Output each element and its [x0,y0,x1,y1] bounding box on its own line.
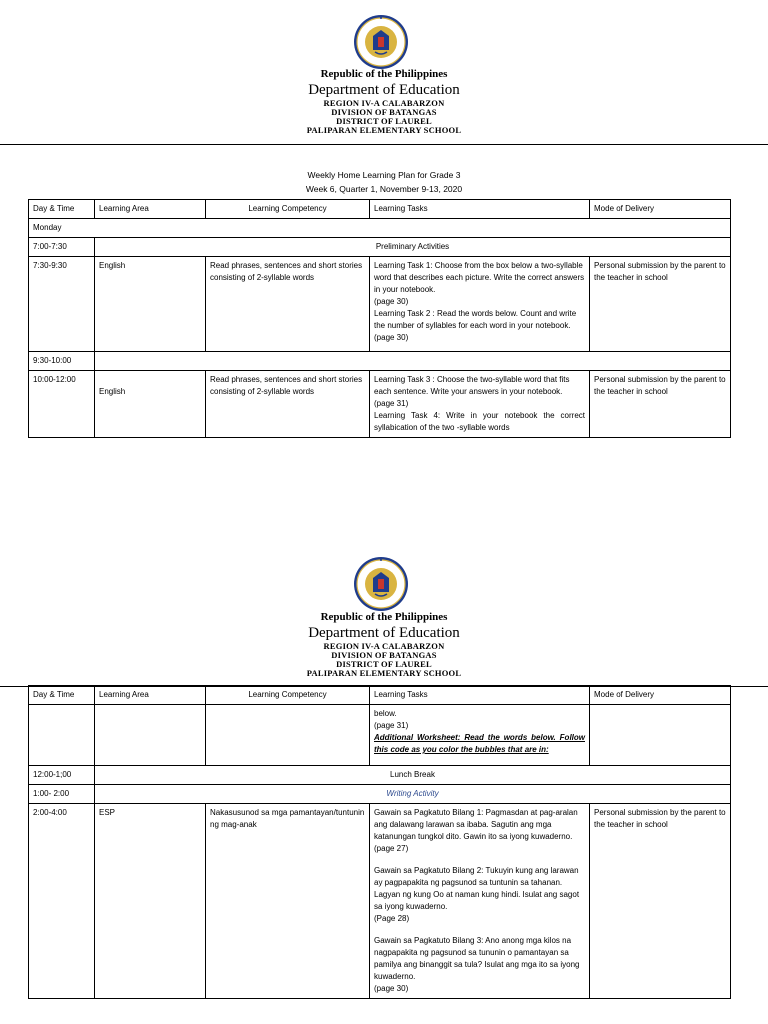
column-header: Learning Area [95,200,206,219]
weekly-plan-table [28,199,731,438]
task-page: (page 30) [374,297,409,306]
time-cell [29,705,95,766]
task-page: (page 30) [374,333,409,342]
weekly-plan-table [28,685,731,999]
learning-tasks-cell [370,371,590,438]
task-page: (page 31) [374,721,409,730]
table-row [29,785,731,804]
department-line: Department of Education [308,625,460,641]
table-row [29,238,731,257]
deped-seal-icon [353,14,409,70]
mode-of-delivery-cell [590,705,731,766]
task-text: Learning Task 1: Choose from the box below a two-syllable word that describes each picture. Write the correct answers in your notebook. [374,261,585,294]
task-text: below. [374,709,397,718]
column-header: Learning Area [95,686,206,705]
learning-tasks-cell [370,705,590,766]
table-row [29,257,731,352]
activity-cell [95,352,731,371]
column-header: Learning Competency [206,686,370,705]
task-page: (page 30) [374,984,409,993]
republic-line: Republic of the Philippines [320,68,448,80]
learning-area-cell [95,705,206,766]
region-line: REGION IV-A CALABARZON [323,98,445,108]
division-line: DIVISION OF BATANGAS [331,650,437,660]
task-text: Learning Task 3 : Choose the two-syllable word that fits each sentence. Write your answers in your notebook. [374,375,570,396]
time-cell: 2:00-4:00 [29,804,95,999]
additional-worksheet-text: Additional Worksheet: Read the words below. Follow this code as you color the bubbles that are in: [374,733,585,754]
competency-cell: Nakasusunod sa mga pamantayan/tuntunin ng mag-anak [206,804,370,999]
district-line: DISTRICT OF LAUREL [336,659,432,669]
task-text: Gawain sa Pagkatuto Bilang 2: Tukuyin kung ang larawan ay pagpapakita ng pagsunod sa tuntunin sa tahanan. Lagyan ng kung Oo at naman kung hindi. Isulat ang sagot sa iyong kuwaderno. [374,866,580,911]
task-page: (page 31) [374,399,409,408]
header-divider [0,144,768,145]
school-line: PALIPARAN ELEMENTARY SCHOOL [306,668,462,678]
task-page: (Page 28) [374,914,410,923]
learning-tasks-cell [370,257,590,352]
column-header: Day & Time [29,200,95,219]
time-cell: 10:00-12:00 [29,371,95,438]
column-header: Mode of Delivery [590,200,731,219]
letterhead [0,611,768,678]
column-header: Day & Time [29,686,95,705]
time-cell: 7:00-7:30 [29,238,95,257]
learning-area-cell: English [95,257,206,352]
table-row [29,705,731,766]
table-row [29,371,731,438]
document-page-2 [0,540,768,1024]
activity-cell: Lunch Break [95,766,731,785]
mode-of-delivery-cell: Personal submission by the parent to the teacher in school [590,257,731,352]
learning-area-cell: ESP [95,804,206,999]
district-line: DISTRICT OF LAUREL [336,116,432,126]
plan-title: Weekly Home Learning Plan for Grade 3 [307,170,461,180]
task-text: Gawain sa Pagkatuto Bilang 3: Ano anong mga kilos na nagpapakita ng pagsunod sa tununin o pamantayan sa pamilya ang binanggit sa tula? Isulat ang mga ito sa iyong kuwaderno. [374,936,580,981]
column-header: Mode of Delivery [590,686,731,705]
school-line: PALIPARAN ELEMENTARY SCHOOL [306,125,462,135]
table-header-row [29,686,731,705]
time-cell: 12:00-1;00 [29,766,95,785]
plan-week: Week 6, Quarter 1, November 9-13, 2020 [305,184,463,194]
mode-of-delivery-cell: Personal submission by the parent to the teacher in school [590,371,731,438]
deped-seal-icon [353,556,409,612]
table-row [29,219,731,238]
table-row [29,804,731,999]
region-line: REGION IV-A CALABARZON [323,641,445,651]
competency-cell: Read phrases, sentences and short stories consisting of 2-syllable words [206,257,370,352]
time-cell: 7:30-9:30 [29,257,95,352]
task-text: Learning Task 4: Write in your notebook the correct syllabication of the two -syllable words [374,411,585,432]
learning-tasks-cell [370,804,590,999]
time-cell: 9:30-10:00 [29,352,95,371]
activity-cell: Writing Activity [95,785,731,804]
column-header: Learning Tasks [370,200,590,219]
time-cell: 1:00- 2:00 [29,785,95,804]
column-header: Learning Competency [206,200,370,219]
competency-cell [206,705,370,766]
column-header: Learning Tasks [370,686,590,705]
task-text: Gawain sa Pagkatuto Bilang 1: Pagmasdan at pag-aralan ang dalawang larawan sa ibaba. Sagutin ang mga katanungan tungkol dito. Gawin ito sa iyong kuwaderno.(page 27) [374,808,578,853]
day-label: Monday [29,219,731,238]
republic-line: Republic of the Philippines [320,611,448,623]
table-row [29,352,731,371]
table-header-row [29,200,731,219]
page-break [0,524,768,540]
learning-area-text: English [99,387,126,396]
learning-area-cell [95,371,206,438]
department-line: Department of Education [308,82,460,98]
letterhead [0,68,768,135]
task-text: Learning Task 2 : Read the words below. Count and write the number of syllables for each word in your notebook. [374,309,577,330]
activity-cell: Preliminary Activities [95,238,731,257]
mode-of-delivery-cell: Personal submission by the parent to the teacher in school [590,804,731,999]
division-line: DIVISION OF BATANGAS [331,107,437,117]
competency-cell: Read phrases, sentences and short stories consisting of 2-syllable words [206,371,370,438]
table-row [29,766,731,785]
